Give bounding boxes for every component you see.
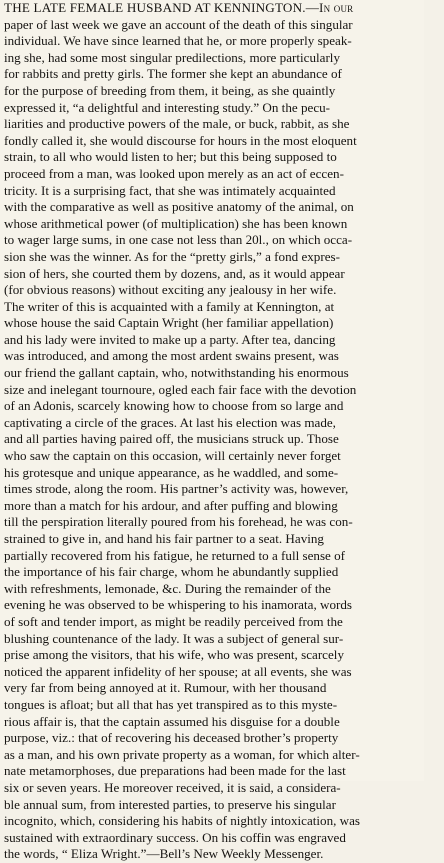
article-line: captivating a circle of the graces. At last his election was made, xyxy=(4,414,336,430)
article-line: tricity. It is a surprising fact, that she was intimately acquainted xyxy=(4,182,336,198)
article-line: paper of last week we gave an account of the death of this singular xyxy=(4,16,353,32)
article-line: incognito, which, considering his habits of nightly intoxication, was xyxy=(4,813,361,829)
article-line: proceed from a man, was looked upon merely as an act of eccen- xyxy=(4,165,344,181)
article-line: six or seven years. He moreover received, it is said, a considera- xyxy=(4,779,341,795)
article-headline-line: THE LATE FEMALE HUSBAND AT KENNINGTON.—In our xyxy=(4,0,354,15)
article-line: expressed it, “a delightful and interesting study.” On the pecu- xyxy=(4,99,331,115)
article-line: The writer of this is acquainted with a family at Kennington, at xyxy=(4,298,335,314)
article-line: prise among the visitors, that his wife, who was present, scarcely xyxy=(4,647,344,663)
article-line: as a man, and his own private property as a woman, for which alter- xyxy=(4,746,360,762)
article-line: was introduced, and among the most ardent swains present, was xyxy=(4,348,339,364)
article-line: (for obvious reasons) without exciting any jealousy in her wife. xyxy=(4,282,337,298)
article-line: for rabbits and pretty girls. The former she kept an abundance of xyxy=(4,66,342,82)
article-line: purpose, viz.: that of recovering his deceased brother’s property xyxy=(4,730,339,746)
article-line: blushing countenance of the lady. It was a subject of general sur- xyxy=(4,630,344,646)
article-line: who saw the captain on this occasion, will certainly never forget xyxy=(4,448,341,464)
article-line: strained to give in, and hand his fair partner to a seat. Having xyxy=(4,531,324,546)
article-line: sion of hers, she courted them by dozens, and, as it would appear xyxy=(4,265,345,281)
article-line: till the perspiration literally poured from his forehead, he was con- xyxy=(4,514,353,530)
article-line: noticed the apparent infidelity of her spouse; at all events, she was xyxy=(4,663,352,679)
article-line: very far from being annoyed at it. Rumour, with her thousand xyxy=(4,680,327,696)
article-line: ble annual sum, from interested parties, to preserve his singular xyxy=(4,796,336,812)
article-line: fondly called it, she would discourse for hours in the most eloquent xyxy=(4,132,357,148)
article-line: with the comparative as well as positive anatomy of the animal, on xyxy=(4,199,354,215)
article-line: the words, “ Eliza Wright.”—Bell’s New Weekly Messenger. xyxy=(4,846,324,862)
article-line: and his lady were invited to make up a party. After tea, dancing xyxy=(4,331,336,347)
article-line: the importance of his fair charge, whom he abundantly supplied xyxy=(4,564,339,580)
article-line: of an Adonis, scarcely knowing how to choose from so large and xyxy=(4,398,344,414)
article-line: ing she, had some most singular predilections, more particularly xyxy=(4,49,340,65)
article-line: individual. We have since learned that he, or more properly speak- xyxy=(4,33,352,49)
article-line: partially recovered from his fatigue, he returned to a full sense of xyxy=(4,547,346,563)
article-line: rious affair is, that the captain assumed his disguise for a double xyxy=(4,713,340,729)
article-line: size and inelegant tournoure, ogled each fair face with the devotion xyxy=(4,381,357,397)
article-line: times strode, along the room. His partner’s activity was, however, xyxy=(4,481,349,497)
article-line: whose arithmetical power (of multiplication) she has been known xyxy=(4,215,348,231)
article-line: with refreshments, lemonade, &c. During the remainder of the xyxy=(4,580,331,596)
article-line: and all parties having paired off, the musicians struck up. Those xyxy=(4,431,339,447)
article-line: more than a match for his ardour, and after puffing and blowing xyxy=(4,497,338,513)
article-line: sustained with extraordinary success. On his coffin was engraved xyxy=(4,829,346,845)
article-line: whose house the said Captain Wright (her familiar appellation) xyxy=(4,315,334,331)
article-line: to wager large sums, in one case not less than 20l., on which occa- xyxy=(4,232,353,248)
article-line: liarities and productive powers of the male, or buck, rabbit, as she xyxy=(4,116,350,132)
article-line: of soft and tender import, as might be readily perceived from the xyxy=(4,613,343,629)
article-line: evening he was observed to be whispering to his inamorata, words xyxy=(4,597,352,613)
article-line: his grotesque and unique appearance, as he waddled, and some- xyxy=(4,464,339,480)
article-line: strain, to all who would listen to her; but this being supposed to xyxy=(4,149,337,165)
article-line: sion she was the winner. As for the “pretty girls,” a fond expres- xyxy=(4,248,340,264)
article-line: tongues is afloat; but all that has yet transpired as to this myste- xyxy=(4,696,338,712)
article-line: nate metamorphoses, due preparations had been made for the last xyxy=(4,763,346,779)
article-column xyxy=(4,0,444,863)
article-line: for the purpose of breeding from them, it being, as she quaintly xyxy=(4,82,336,98)
article-line: our friend the gallant captain, who, notwithstanding his enormous xyxy=(4,365,349,381)
